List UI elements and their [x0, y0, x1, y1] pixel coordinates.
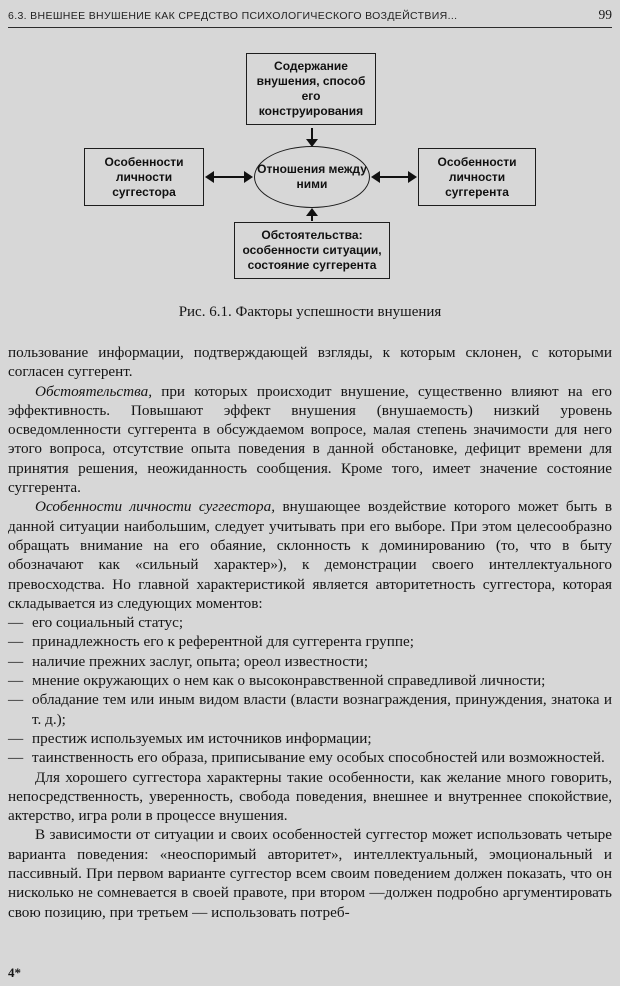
figure-6-1-diagram	[8, 50, 612, 288]
diagram-box-suggestor-label: Особенности личности суггестора	[104, 154, 184, 199]
list-item	[8, 632, 612, 651]
chapter-title: 6.3. ВНЕШНЕЕ ВНУШЕНИЕ КАК СРЕДСТВО ПСИХОЛОГИЧЕСКОГО ВОЗДЕЙСТВИЯ...	[8, 10, 458, 22]
list-item-text: таинственность его образа, приписывание ему особых способностей или возможностей.	[32, 749, 605, 767]
diagram-box-circumstances	[234, 222, 390, 279]
list-item-text: обладание тем или иным видом власти (власти вознаграждения, принуждения, знатока и т. д.);	[32, 691, 612, 728]
dash-marker: —	[8, 729, 24, 747]
paragraph-suggestor-lead: Особенности личности суггестора,	[35, 498, 275, 516]
diagram-ellipse-relations-label: Отношения между ними	[257, 162, 367, 191]
dash-marker: —	[8, 652, 24, 670]
page-number: 99	[598, 7, 612, 22]
body-text	[8, 343, 612, 922]
dash-marker: —	[8, 672, 24, 690]
list-item	[8, 690, 612, 729]
diagram-ellipse-relations	[254, 146, 370, 208]
dash-marker: —	[8, 691, 24, 709]
diagram-box-suggerent-label: Особенности личности суггерента	[437, 154, 517, 199]
arrow-top-to-center-icon	[306, 128, 318, 147]
header-rule	[8, 27, 612, 28]
list-item	[8, 613, 612, 632]
figure-caption: Рис. 6.1. Факторы успешности внушения	[178, 304, 442, 320]
diagram-box-suggestor-personality	[84, 148, 204, 206]
diagram-box-content	[246, 53, 376, 125]
paragraph-behavior-variants: В зависимости от ситуации и своих особенностей суггестор может использовать четыре варианта поведения: «неоспоримый авторитет», интеллектуальный, эмоциональный и пассивный. При первом варианте суггестор всем своим поведением должен показать, что он нисколько не сомневается в своей правоте, при втором —должен подробно аргументировать свою позицию, при третьем — использовать потреб-	[8, 826, 612, 921]
arrow-bottom-to-center-icon	[306, 208, 318, 221]
paragraph-circumstances-lead: Обстоятельства,	[35, 382, 153, 400]
list-item-text: мнение окружающих о нем как о высоконравственной справедливой личности;	[32, 672, 546, 690]
dash-marker: —	[8, 633, 24, 651]
paragraph-suggestor-rest: внушающее воздействие которого может быть в данной ситуации наибольшим, следует учитывать при его выборе. При этом целесообразно обращать внимание на его обаяние, склонность к доминированию (то, что в быту обозначают как «сильный характер»), к демонстрации своего интеллектуального превосходства. Но главной характеристикой является авторитетность суггестора, которая складывается из следующих моментов:	[8, 498, 612, 612]
list-item-text: наличие прежних заслуг, опыта; ореол известности;	[32, 652, 369, 670]
dash-marker: —	[8, 614, 24, 632]
diagram-box-suggerent-personality	[418, 148, 536, 206]
list-item	[8, 671, 612, 690]
running-head	[8, 7, 612, 23]
list-item-text: его социальный статус;	[32, 614, 184, 632]
paragraph-circumstances	[8, 382, 612, 498]
dash-marker: —	[8, 749, 24, 767]
list-item-text: принадлежность его к референтной для суггерента группе;	[32, 633, 414, 651]
diagram-box-circumstances-label: Обстоятельства: особенности ситуации, состояние суггерента	[242, 228, 382, 272]
diagram-box-content-label: Содержание внушения, способ его конструирования	[256, 59, 366, 118]
paragraph-good-suggestor: Для хорошего суггестора характерны такие особенности, как желание много говорить, непосредственность, уверенность, свобода поведения, внешнее и внутреннее спокойствие, актерство, игра роли в процессе внушения.	[8, 768, 612, 825]
list-item	[8, 748, 612, 767]
list-item-text: престиж используемых им источников информации;	[32, 729, 372, 747]
list-item	[8, 729, 612, 748]
paragraph-circumstances-rest: при которых происходит внушение, существенно влияют на его эффективность. Повышают эффект внушения (внушаемость) низкий уровень осведомленности суггерента в обсуждаемом вопросе, малая степень значимости для него этого вопроса, отсутствие опыта поведения в данной обстановке, дефицит времени для принятия решения, неожиданность сообщения. Кроме того, имеет значение состояние суггерента.	[8, 382, 612, 497]
arrow-left-double-icon	[205, 171, 253, 183]
paragraph-suggestor-traits	[8, 497, 612, 613]
list-item	[8, 652, 612, 671]
paragraph-continuation: пользование информации, подтверждающей взгляды, к которым склонен, с которыми согласен суггерент.	[8, 344, 612, 381]
print-signature-mark: 4*	[8, 965, 21, 980]
arrow-right-double-icon	[371, 171, 417, 183]
